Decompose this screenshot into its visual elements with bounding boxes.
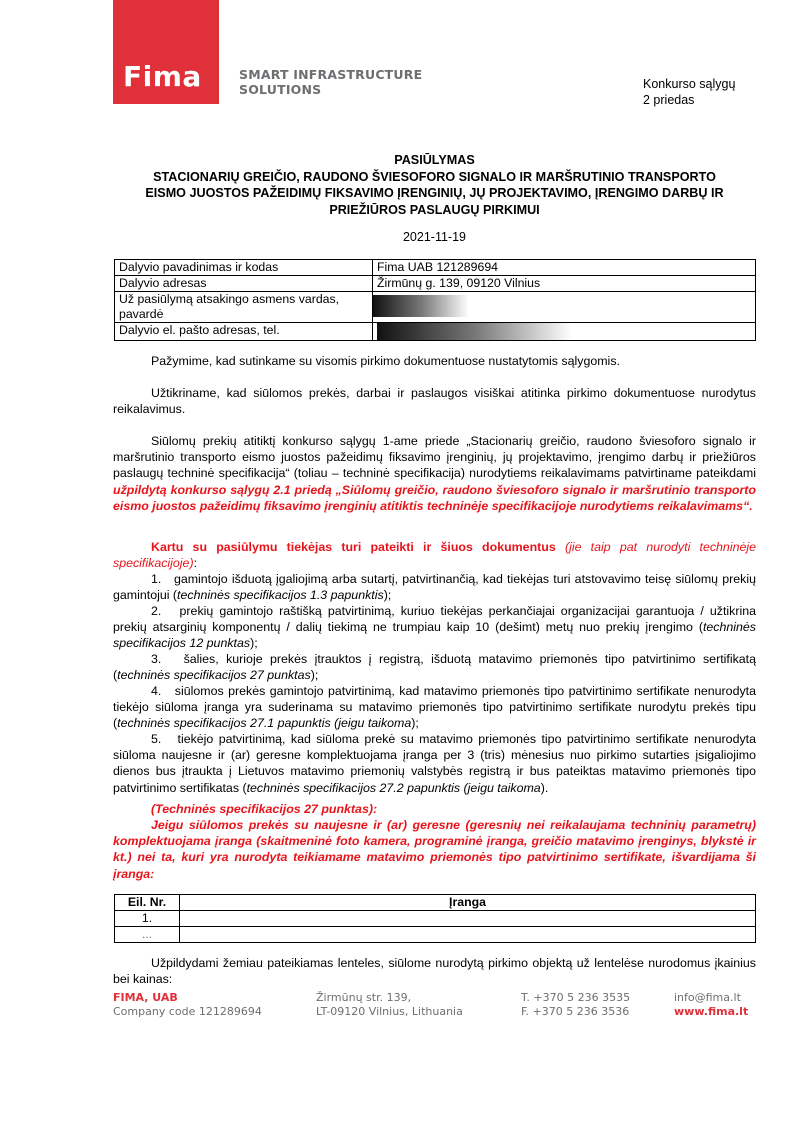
column-header-number: Eil. Nr. [115,895,180,911]
footer-contacts [674,991,748,1019]
redacted-block [377,323,572,340]
footer-address-line1: Žirmūnų str. 139, [316,991,412,1004]
paragraph-assurance: Užtikriname, kad siūlomos prekės, darbai ir paslaugos visiškai atitinka pirkimo dokumentuose nurodytus reikalavimus. [113,386,756,417]
item-reference: techninės specifikacijos 27.1 papunktis (jeigu taikoma [117,716,412,731]
item-text: siūlomos prekės gamintojo patvirtinimą, kad matavimo priemonės tipo patvirtinimo sertifikate nenurodyta tiekėjo siūloma įranga yra suderinama su matavimo priemonės tipo patvirtinimo sertifikate nurodytu prekės tipu ( [113,684,756,731]
title-line1: PASIŪLYMAS [394,153,475,167]
item-number: 2. [151,604,162,618]
item-text: tiekėjo patvirtinimą, kad siūloma prekė su matavimo priemonės tipo patvirtinimo sertifikate nenurodyta siūloma naujesne ir (ar) geresne komplektuojama įranga per 3 (tris) mėnesius nuo pirkimo sutarties įsigaliojimo dienos bus įtraukta į Lietuvos matavimo priemonių valstybės registrą ir bus pateiktas matavimo priemonės tipo patvirtinimo sertifikatas ( [113,732,756,795]
redacted-block [373,295,469,317]
row-label: Dalyvio adresas [115,276,373,292]
table-row [115,292,756,323]
redacted-contact-cell [373,323,756,341]
footer-company-name: FIMA, UAB [113,991,178,1004]
documents-intro-bold: Kartu su pasiūlymu tiekėjas turi pateikti ir šiuos dokumentus [151,540,556,554]
title-line3: EISMO JUOSTOS PAŽEIDIMŲ FIKSAVIMO ĮRENGINIŲ, JŲ PROJEKTAVIMO, ĮRENGIMO DARBŲ IR [145,186,724,200]
item-end: ); [310,668,319,683]
spec-heading: (Techninės specifikacijos 27 punktas): [151,802,378,816]
item-number: 1. [151,572,162,586]
tagline-line1: SMART INFRASTRUCTURE [239,67,423,82]
tagline-line2: SOLUTIONS [239,82,322,97]
row-equipment [180,911,756,927]
list-item [113,651,756,683]
row-value: Fima UAB 121289694 [373,260,756,276]
row-label: Už pasiūlymą atsakingo asmens vardas, pavardė [115,292,373,323]
list-item [113,571,756,603]
item-reference: techninės specifikacijos 27.2 papunktis (jeigu taikoma [246,780,541,795]
equipment-table [114,894,756,943]
documents-intro-italic: (jie taip pat nurodyti techninėje specifikacijoje) [113,540,756,571]
table-row [115,927,756,943]
footer-address-line2: LT-09120 Vilnius, Lithuania [316,1005,463,1018]
table-row [115,323,756,341]
list-item [113,731,756,796]
footer-phones [521,991,630,1019]
item-text: šalies, kurioje prekės įtrauktos į registrą, išduotą matavimo priemonės tipo patvirtinimo sertifikatą ( [113,652,757,683]
item-reference: techninės specifikacijos 12 punktas [113,620,756,651]
footer-company [113,991,262,1019]
table-row [115,260,756,276]
title-line4: PRIEŽIŪROS PASLAUGŲ PIRKIMUI [329,202,540,217]
footer-company-code: Company code 121289694 [113,1005,262,1018]
row-number: ... [115,927,180,943]
footer-website-link[interactable]: www.fima.lt [674,1005,749,1018]
title-line2: STACIONARIŲ GREIČIO, RAUDONO ŠVIESOFORO SIGNALO IR MARŠRUTINIO TRANSPORTO [153,169,716,184]
annex-line1: Konkurso sąlygų [643,77,736,91]
footer-fax: F. +370 5 236 3536 [521,1005,630,1018]
company-tagline [239,67,422,97]
footer-phone: T. +370 5 236 3535 [521,991,631,1004]
row-value: Žirmūnų g. 139, 09120 Vilnius [373,276,756,292]
footer-email-link[interactable]: info@fima.lt [674,991,741,1004]
item-text: gamintojo išduotą įgaliojimą arba sutartį, patvirtinančią, kad tiekėjas turi atstovavimo teisę siūlomų prekių gamintojui ( [113,572,756,603]
documents-intro-end: : [193,556,198,571]
item-text: prekių gamintojo raštišką patvirtinimą, kuriuo tiekėjas perkančiajai organizacijai garantuoja / užtikrina prekių atsarginių komponentų / dalių tiekimą ne trumpiau kaip 10 (dešimt) metų nuo prekių įrengimo ( [113,604,756,635]
list-item [113,603,756,652]
paragraph-documents-intro [113,539,756,571]
row-number: 1. [115,911,180,927]
row-label: Dalyvio pavadinimas ir kodas [115,260,373,276]
annex-line2: 2 priedas [643,93,695,107]
row-label: Dalyvio el. pašto adresas, tel. [115,323,373,341]
annex-label [643,76,735,108]
participant-table [114,259,756,341]
item-end: ); [383,588,392,603]
item-number: 3. [151,652,162,666]
fima-logo [113,0,219,104]
item-reference: techninės specifikacijos 27 punktas [117,668,311,683]
table-header-row [115,895,756,911]
item-number: 4. [151,684,162,698]
paragraph-conformity [113,433,756,514]
conformity-text: Siūlomų prekių atitiktį konkurso sąlygų 1-ame priede „Stacionarių greičio, raudono šviesoforo signalo ir maršrutinio transporto eismo juostos pažeidimų fiksavimo įrenginių, jų projektavimo, įrengimo darbų ir priežiūros paslaugų techninė specifikacija“ (toliau – techninė specifikacija) nurodytiems reikalavimams patvirtiname pateikdami [113,434,756,481]
document-title [113,152,756,218]
item-reference: techninės specifikacijos 1.3 papunktis [177,588,384,603]
logo-text: Fima [123,60,202,93]
item-end: ); [250,636,258,651]
paragraph-agreement: Pažymime, kad sutinkame su visomis pirkimo dokumentuose nustatytomis sąlygomis. [151,354,620,368]
item-end: ). [540,780,549,795]
column-header-equipment: Įranga [180,895,756,911]
item-end: ); [411,716,419,731]
paragraph-closing: Užpildydami žemiau pateikiamas lenteles, siūlome nurodytą pirkimo objektą už lentelėse nurodomus įkainius bei kainas: [113,956,756,987]
spec-paragraph: Jeigu siūlomos prekės su naujesne ir (ar) geresne (geresnių nei reikalaujama techninių parametrų) komplektuojama įranga (skaitmeninė foto kamera, programinė įranga, greičio matavimo įrenginys, blykstė ir kt.) nei ta, kuri yra nurodyta teikiamame matavimo priemonės tipo patvirtinimo sertifikate, išvardijama ši įranga: [113,818,756,881]
table-row [115,911,756,927]
row-equipment [180,927,756,943]
table-row [115,276,756,292]
item-number: 5. [151,732,162,746]
redacted-name-cell [373,292,756,323]
document-date: 2021-11-19 [402,230,466,244]
conformity-highlight: užpildytą konkurso sąlygų 2.1 priedą „Siūlomų greičio, raudono šviesoforo signalo ir maršrutinio transporto eismo juostos pažeidimų fiksavimo įrenginių atitiktis techninėje specifikacijoje nurodytiems reikalavimams“. [113,482,756,513]
list-item [113,683,756,732]
footer-address [316,991,463,1019]
